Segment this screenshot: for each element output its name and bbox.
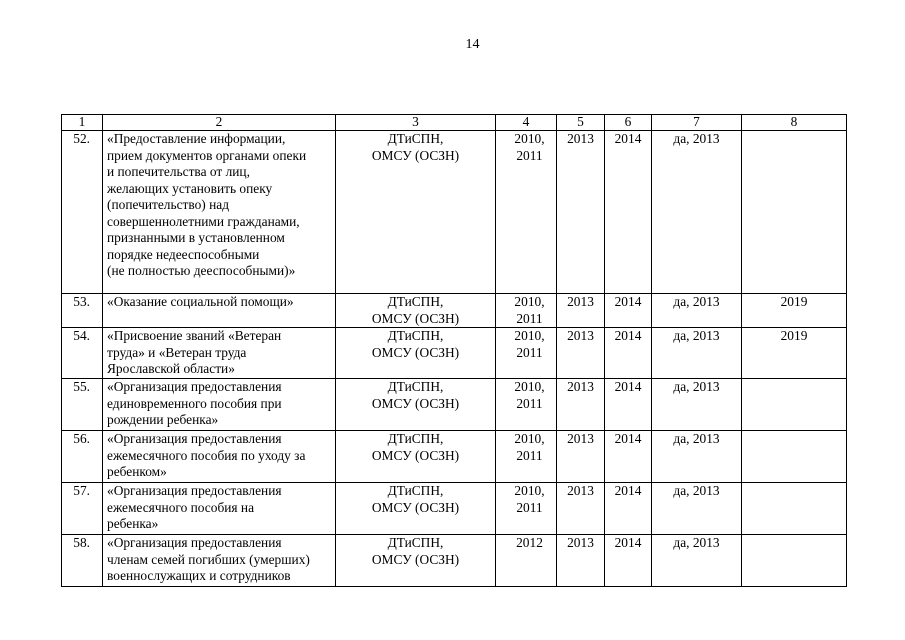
column-header: 7 xyxy=(652,115,742,131)
cell-text: ежемесячного пособия на xyxy=(107,499,255,515)
table-body xyxy=(62,115,847,587)
cell-text: ДТиСПН, xyxy=(387,131,444,146)
year-cell xyxy=(605,535,652,587)
year-cell xyxy=(496,379,557,431)
cell-text: 2013 xyxy=(567,294,594,309)
table-row xyxy=(62,431,847,483)
year-cell xyxy=(557,328,605,379)
cell-text: прием документов органами опеки xyxy=(107,147,307,163)
status-cell xyxy=(652,328,742,379)
cell-text: «Организация предоставления xyxy=(107,379,282,394)
cell-text: да, 2013 xyxy=(673,483,720,498)
cell-text: 2014 xyxy=(614,379,642,394)
cell-text: 2014 xyxy=(614,131,642,146)
cell-text: 53. xyxy=(73,294,90,309)
year-cell xyxy=(557,483,605,535)
cell-text: «Организация предоставления xyxy=(107,483,282,498)
year-cell xyxy=(557,535,605,587)
year-cell xyxy=(496,294,557,328)
year-cell xyxy=(557,131,605,294)
executor-cell xyxy=(336,379,496,431)
cell-text: «Присвоение званий «Ветеран xyxy=(107,328,282,343)
cell-text: да, 2013 xyxy=(673,431,720,446)
column-header: 4 xyxy=(496,115,557,131)
cell-text: 2011 xyxy=(516,344,543,360)
extra-year-cell xyxy=(742,328,847,379)
cell-text: 2013 xyxy=(567,535,594,550)
cell-text: ДТиСПН, xyxy=(387,379,444,394)
cell-text: 2010, xyxy=(514,379,545,394)
column-header: 3 xyxy=(336,115,496,131)
cell-text: ДТиСПН, xyxy=(387,328,444,343)
cell-text: труда» и «Ветеран труда xyxy=(107,344,247,360)
service-name-cell xyxy=(103,131,336,294)
year-cell xyxy=(605,483,652,535)
cell-text: единовременного пособия при xyxy=(107,395,282,411)
extra-year-cell xyxy=(742,535,847,587)
cell-text: 2010, xyxy=(514,328,545,343)
row-number-cell xyxy=(62,131,103,294)
cell-text: ДТиСПН, xyxy=(387,483,444,498)
cell-text: да, 2013 xyxy=(673,379,720,394)
cell-text: ОМСУ (ОСЗН) xyxy=(371,499,460,515)
cell-text: 2011 xyxy=(516,499,543,515)
status-cell xyxy=(652,535,742,587)
cell-text: ДТиСПН, xyxy=(387,431,444,446)
year-cell xyxy=(496,483,557,535)
year-cell xyxy=(557,431,605,483)
cell-text: желающих установить опеку xyxy=(107,180,273,196)
cell-text: военнослужащих и сотрудников xyxy=(107,568,291,583)
cell-text: «Организация предоставления xyxy=(107,535,282,550)
executor-cell xyxy=(336,431,496,483)
cell-text: ОМСУ (ОСЗН) xyxy=(371,147,460,163)
service-name-cell xyxy=(103,294,336,328)
cell-text: 2013 xyxy=(567,379,594,394)
cell-text: 2014 xyxy=(614,535,642,550)
table-row xyxy=(62,131,847,294)
cell-text: ребенка» xyxy=(107,516,159,531)
year-cell xyxy=(496,535,557,587)
cell-text: (попечительство) над xyxy=(107,197,230,212)
executor-cell xyxy=(336,294,496,328)
extra-year-cell xyxy=(742,379,847,431)
cell-text: признанными в установленном xyxy=(107,230,285,245)
status-cell xyxy=(652,131,742,294)
cell-text: 2010, xyxy=(514,431,545,446)
cell-text: совершеннолетними гражданами, xyxy=(107,213,300,229)
cell-text: ОМСУ (ОСЗН) xyxy=(371,551,460,567)
year-cell xyxy=(605,328,652,379)
cell-text: 2012 xyxy=(516,535,543,550)
cell-text: (не полностью дееспособными)» xyxy=(107,263,296,278)
cell-text: 2010, xyxy=(514,131,545,146)
cell-text: Ярославской области» xyxy=(107,361,235,376)
cell-text: 2013 xyxy=(567,328,594,343)
year-cell xyxy=(496,328,557,379)
cell-text: 55. xyxy=(73,379,90,394)
cell-text: 2014 xyxy=(614,328,642,343)
row-number-cell xyxy=(62,535,103,587)
cell-text: ОМСУ (ОСЗН) xyxy=(371,395,460,411)
cell-text: да, 2013 xyxy=(673,131,720,146)
table-row xyxy=(62,535,847,587)
cell-text: ДТиСПН, xyxy=(387,294,444,309)
row-number-cell xyxy=(62,379,103,431)
status-cell xyxy=(652,379,742,431)
status-cell xyxy=(652,483,742,535)
cell-text: 2011 xyxy=(516,147,543,163)
page-number: 14 xyxy=(465,37,480,52)
year-cell xyxy=(605,431,652,483)
cell-text: ОМСУ (ОСЗН) xyxy=(371,447,460,463)
row-number-cell xyxy=(62,328,103,379)
cell-text: ОМСУ (ОСЗН) xyxy=(371,310,460,326)
extra-year-cell xyxy=(742,294,847,328)
row-number-cell xyxy=(62,431,103,483)
column-header: 6 xyxy=(605,115,652,131)
extra-year-cell xyxy=(742,431,847,483)
year-cell xyxy=(557,294,605,328)
header-row xyxy=(62,115,847,131)
cell-text: 2014 xyxy=(614,483,642,498)
executor-cell xyxy=(336,131,496,294)
service-name-cell xyxy=(103,431,336,483)
column-header: 1 xyxy=(62,115,103,131)
cell-text: ежемесячного пособия по уходу за xyxy=(107,447,306,463)
row-number-cell xyxy=(62,294,103,328)
executor-cell xyxy=(336,328,496,379)
year-cell xyxy=(496,131,557,294)
cell-text: ребенком» xyxy=(107,464,167,479)
table-row xyxy=(62,379,847,431)
cell-text: да, 2013 xyxy=(673,328,720,343)
table-row xyxy=(62,294,847,328)
cell-text: 2011 xyxy=(516,310,543,326)
executor-cell xyxy=(336,483,496,535)
column-header: 8 xyxy=(742,115,847,131)
cell-text: 2014 xyxy=(614,294,642,309)
cell-text: «Организация предоставления xyxy=(107,431,282,446)
cell-text: 2013 xyxy=(567,431,594,446)
cell-text: 2019 xyxy=(780,328,808,343)
table-row xyxy=(62,328,847,379)
year-cell xyxy=(496,431,557,483)
cell-text: 52. xyxy=(73,131,90,146)
cell-text: 57. xyxy=(73,483,90,498)
extra-year-cell xyxy=(742,131,847,294)
cell-text: 54. xyxy=(73,328,90,343)
cell-text: 56. xyxy=(73,431,90,446)
year-cell xyxy=(605,131,652,294)
status-cell xyxy=(652,431,742,483)
cell-text: и попечительства от лиц, xyxy=(107,164,250,179)
cell-text: ДТиСПН, xyxy=(387,535,444,550)
cell-text: 2013 xyxy=(567,131,594,146)
cell-text: 2014 xyxy=(614,431,642,446)
cell-text: 58. xyxy=(73,535,90,550)
year-cell xyxy=(605,294,652,328)
service-name-cell xyxy=(103,328,336,379)
year-cell xyxy=(605,379,652,431)
cell-text: 2010, xyxy=(514,483,545,498)
cell-text: 2010, xyxy=(514,294,545,309)
service-name-cell xyxy=(103,483,336,535)
cell-text: 2013 xyxy=(567,483,594,498)
cell-text: 2011 xyxy=(516,447,543,463)
cell-text: «Предоставление информации, xyxy=(107,131,286,146)
service-name-cell xyxy=(103,535,336,587)
cell-text: 2011 xyxy=(516,395,543,411)
service-name-cell xyxy=(103,379,336,431)
cell-text: да, 2013 xyxy=(673,535,720,550)
cell-text: «Оказание социальной помощи» xyxy=(107,294,294,309)
cell-text: 2019 xyxy=(780,294,808,309)
year-cell xyxy=(557,379,605,431)
cell-text: порядке недееспособными xyxy=(107,246,260,262)
column-header: 5 xyxy=(557,115,605,131)
cell-text: членам семей погибших (умерших) xyxy=(107,551,310,567)
status-cell xyxy=(652,294,742,328)
row-number-cell xyxy=(62,483,103,535)
column-header: 2 xyxy=(103,115,336,131)
cell-text: рождении ребенка» xyxy=(107,412,219,427)
services-table xyxy=(61,114,847,587)
executor-cell xyxy=(336,535,496,587)
cell-text: ОМСУ (ОСЗН) xyxy=(371,344,460,360)
cell-text: да, 2013 xyxy=(673,294,720,309)
extra-year-cell xyxy=(742,483,847,535)
table-row xyxy=(62,483,847,535)
